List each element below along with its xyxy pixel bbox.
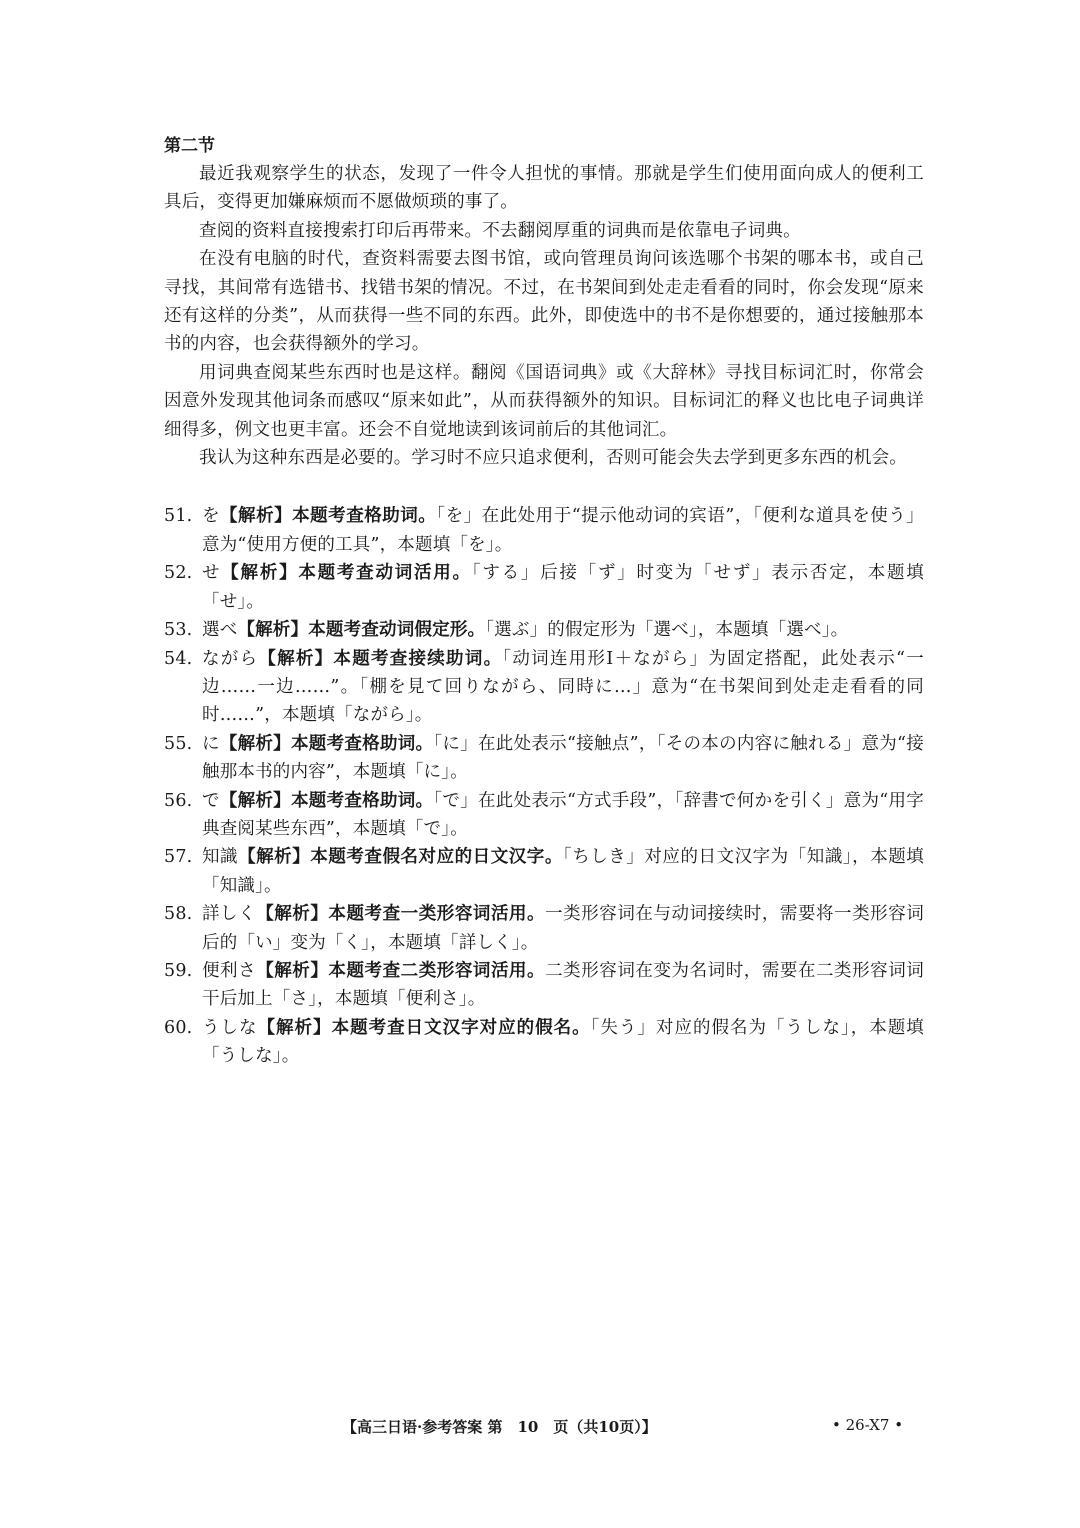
explanation: 「动词连用形Ⅰ＋ながら」为固定搭配，此处表示“一边……一边……”。「棚を見て回りながら、同時に…」意为“在书架间到处走走看看的同时……”，本题填「ながら」。	[202, 648, 924, 726]
analysis-tag: 【解析】	[258, 648, 334, 669]
test-point: 本题考查格助词。	[290, 790, 434, 811]
section-heading: 第二节	[164, 136, 215, 156]
answer-item	[164, 900, 924, 957]
test-point: 本题考查假名对应的日文汉字。	[310, 847, 563, 868]
answer-number: 53.	[164, 620, 193, 641]
answer-number: 52.	[164, 563, 193, 584]
answer-number: 60.	[164, 1017, 193, 1038]
passage-paragraph: 查阅的资料直接搜索打印后再带来。不去翻阅厚重的词典而是依靠电子词典。	[199, 220, 801, 241]
analysis-tag: 【解析】	[237, 620, 309, 641]
document-body	[164, 132, 924, 1071]
explanation: 「選ぶ」的假定形为「選べ」，本题填「選べ」。	[485, 620, 849, 641]
analysis-tag: 【解析】	[219, 733, 291, 754]
footer-code: • 26-X7 •	[832, 1416, 904, 1434]
test-point: 本题考查格助词。	[290, 733, 434, 754]
footer-page-label: 【高三日语·参考答案 第 10 页（共10页）】	[342, 1418, 657, 1436]
test-point: 本题考查动词活用。	[298, 563, 472, 584]
analysis-tag: 【解析】	[257, 1017, 332, 1038]
explanation: 「ちしき」对应的日文汉字为「知識」，本题填「知識」。	[202, 847, 924, 896]
test-point: 本题考查接续助词。	[333, 648, 503, 669]
answer-item	[164, 787, 924, 844]
answer-number: 56.	[164, 790, 193, 811]
analysis-tag: 【解析】	[220, 506, 293, 527]
answer-item	[164, 843, 924, 900]
analysis-tag: 【解析】	[221, 563, 299, 584]
test-point: 本题考查格助词。	[292, 506, 437, 527]
analysis-tag: 【解析】	[256, 960, 329, 981]
answer-value: を	[202, 506, 221, 527]
answer-value: 選べ	[202, 620, 238, 641]
answer-value: ながら	[202, 648, 259, 669]
test-point: 本题考查一类形容词活用。	[328, 904, 546, 925]
analysis-tag: 【解析】	[219, 790, 291, 811]
answer-item	[164, 730, 924, 787]
explanation: 「を」在此处用于“提示他动词的宾语”，「便利な道具を使う」意为“使用方便的工具”，本题填「を」。	[202, 506, 924, 555]
passage-paragraph: 最近我观察学生的状态，发现了一件令人担忧的事情。那就是学生们使用面向成人的便利工具后，变得更加嫌麻烦而不愿做烦琐的事了。	[164, 164, 924, 213]
answer-value: せ	[202, 563, 222, 584]
passage-paragraph: 我认为这种东西是必要的。学习时不应只追求便利，否则可能会失去学到更多东西的机会。	[199, 448, 907, 469]
analysis-tag: 【解析】	[238, 847, 311, 868]
answer-value: 便利さ	[202, 960, 257, 981]
passage-paragraph: 在没有电脑的时代，查资料需要去图书馆，或向管理员询问该选哪个书架的哪本书，或自己寻找，其间常有选错书、找错书架的情况。不过，在书架间到处走走看看的同时，你会发现“原来还有这样的分类”，从而获得一些不同的东西。此外，即使选中的书不是你想要的，通过接触那本书的内容，也会获得额外的学习。	[164, 249, 924, 355]
page-footer	[0, 1416, 1080, 1440]
answer-number: 57.	[164, 847, 193, 868]
answer-item	[164, 559, 924, 616]
answer-number: 58.	[164, 904, 193, 925]
explanation: 「に」在此处表示“接触点”，「その本の内容に触れる」意为“接触那本书的内容”，本题填「に」。	[202, 733, 924, 783]
explanation: 「失う」对应的假名为「うしな」，本题填「うしな」。	[202, 1017, 924, 1067]
answer-value: に	[202, 733, 220, 754]
answer-item	[164, 645, 924, 730]
test-point: 本题考查二类形容词活用。	[328, 960, 546, 981]
answer-number: 59.	[164, 960, 193, 981]
answer-number: 54.	[164, 648, 193, 669]
answer-value: うしな	[202, 1017, 258, 1038]
test-point: 本题考查动词假定形。	[308, 620, 486, 641]
explanation: 「で」在此处表示“方式手段”，「辞書で何かを引く」意为“用字典查阅某些东西”，本题填「で」。	[202, 790, 924, 839]
test-point: 本题考查日文汉字对应的假名。	[331, 1017, 591, 1038]
answer-number: 55.	[164, 733, 193, 754]
answer-value: 詳しく	[202, 904, 257, 925]
answer-value: で	[202, 790, 220, 811]
answer-item	[164, 616, 924, 644]
analysis-tag: 【解析】	[256, 904, 329, 925]
answer-item	[164, 957, 924, 1014]
explanation: 一类形容词在与动词接续时，需要将一类形容词后的「い」变为「く」，本题填「詳しく」。	[202, 904, 924, 953]
explanation: 「する」后接「ず」时变为「せず」表示否定，本题填「せ」。	[202, 563, 924, 612]
answer-value: 知識	[202, 847, 239, 868]
explanation: 二类形容词在变为名词时，需要在二类形容词词干后加上「さ」，本题填「便利さ」。	[202, 960, 924, 1010]
answer-list	[164, 502, 924, 1070]
passage-paragraph: 用词典查阅某些东西时也是这样。翻阅《国语词典》或《大辞林》寻找目标词汇时，你常会因意外发现其他词条而感叹“原来如此”，从而获得额外的知识。目标词汇的释义也比电子词典详细得多，例文也更丰富。还会不自觉地读到该词前后的其他词汇。	[164, 362, 924, 440]
answer-number: 51.	[164, 506, 193, 527]
answer-item	[164, 502, 924, 559]
answer-item	[164, 1014, 924, 1071]
